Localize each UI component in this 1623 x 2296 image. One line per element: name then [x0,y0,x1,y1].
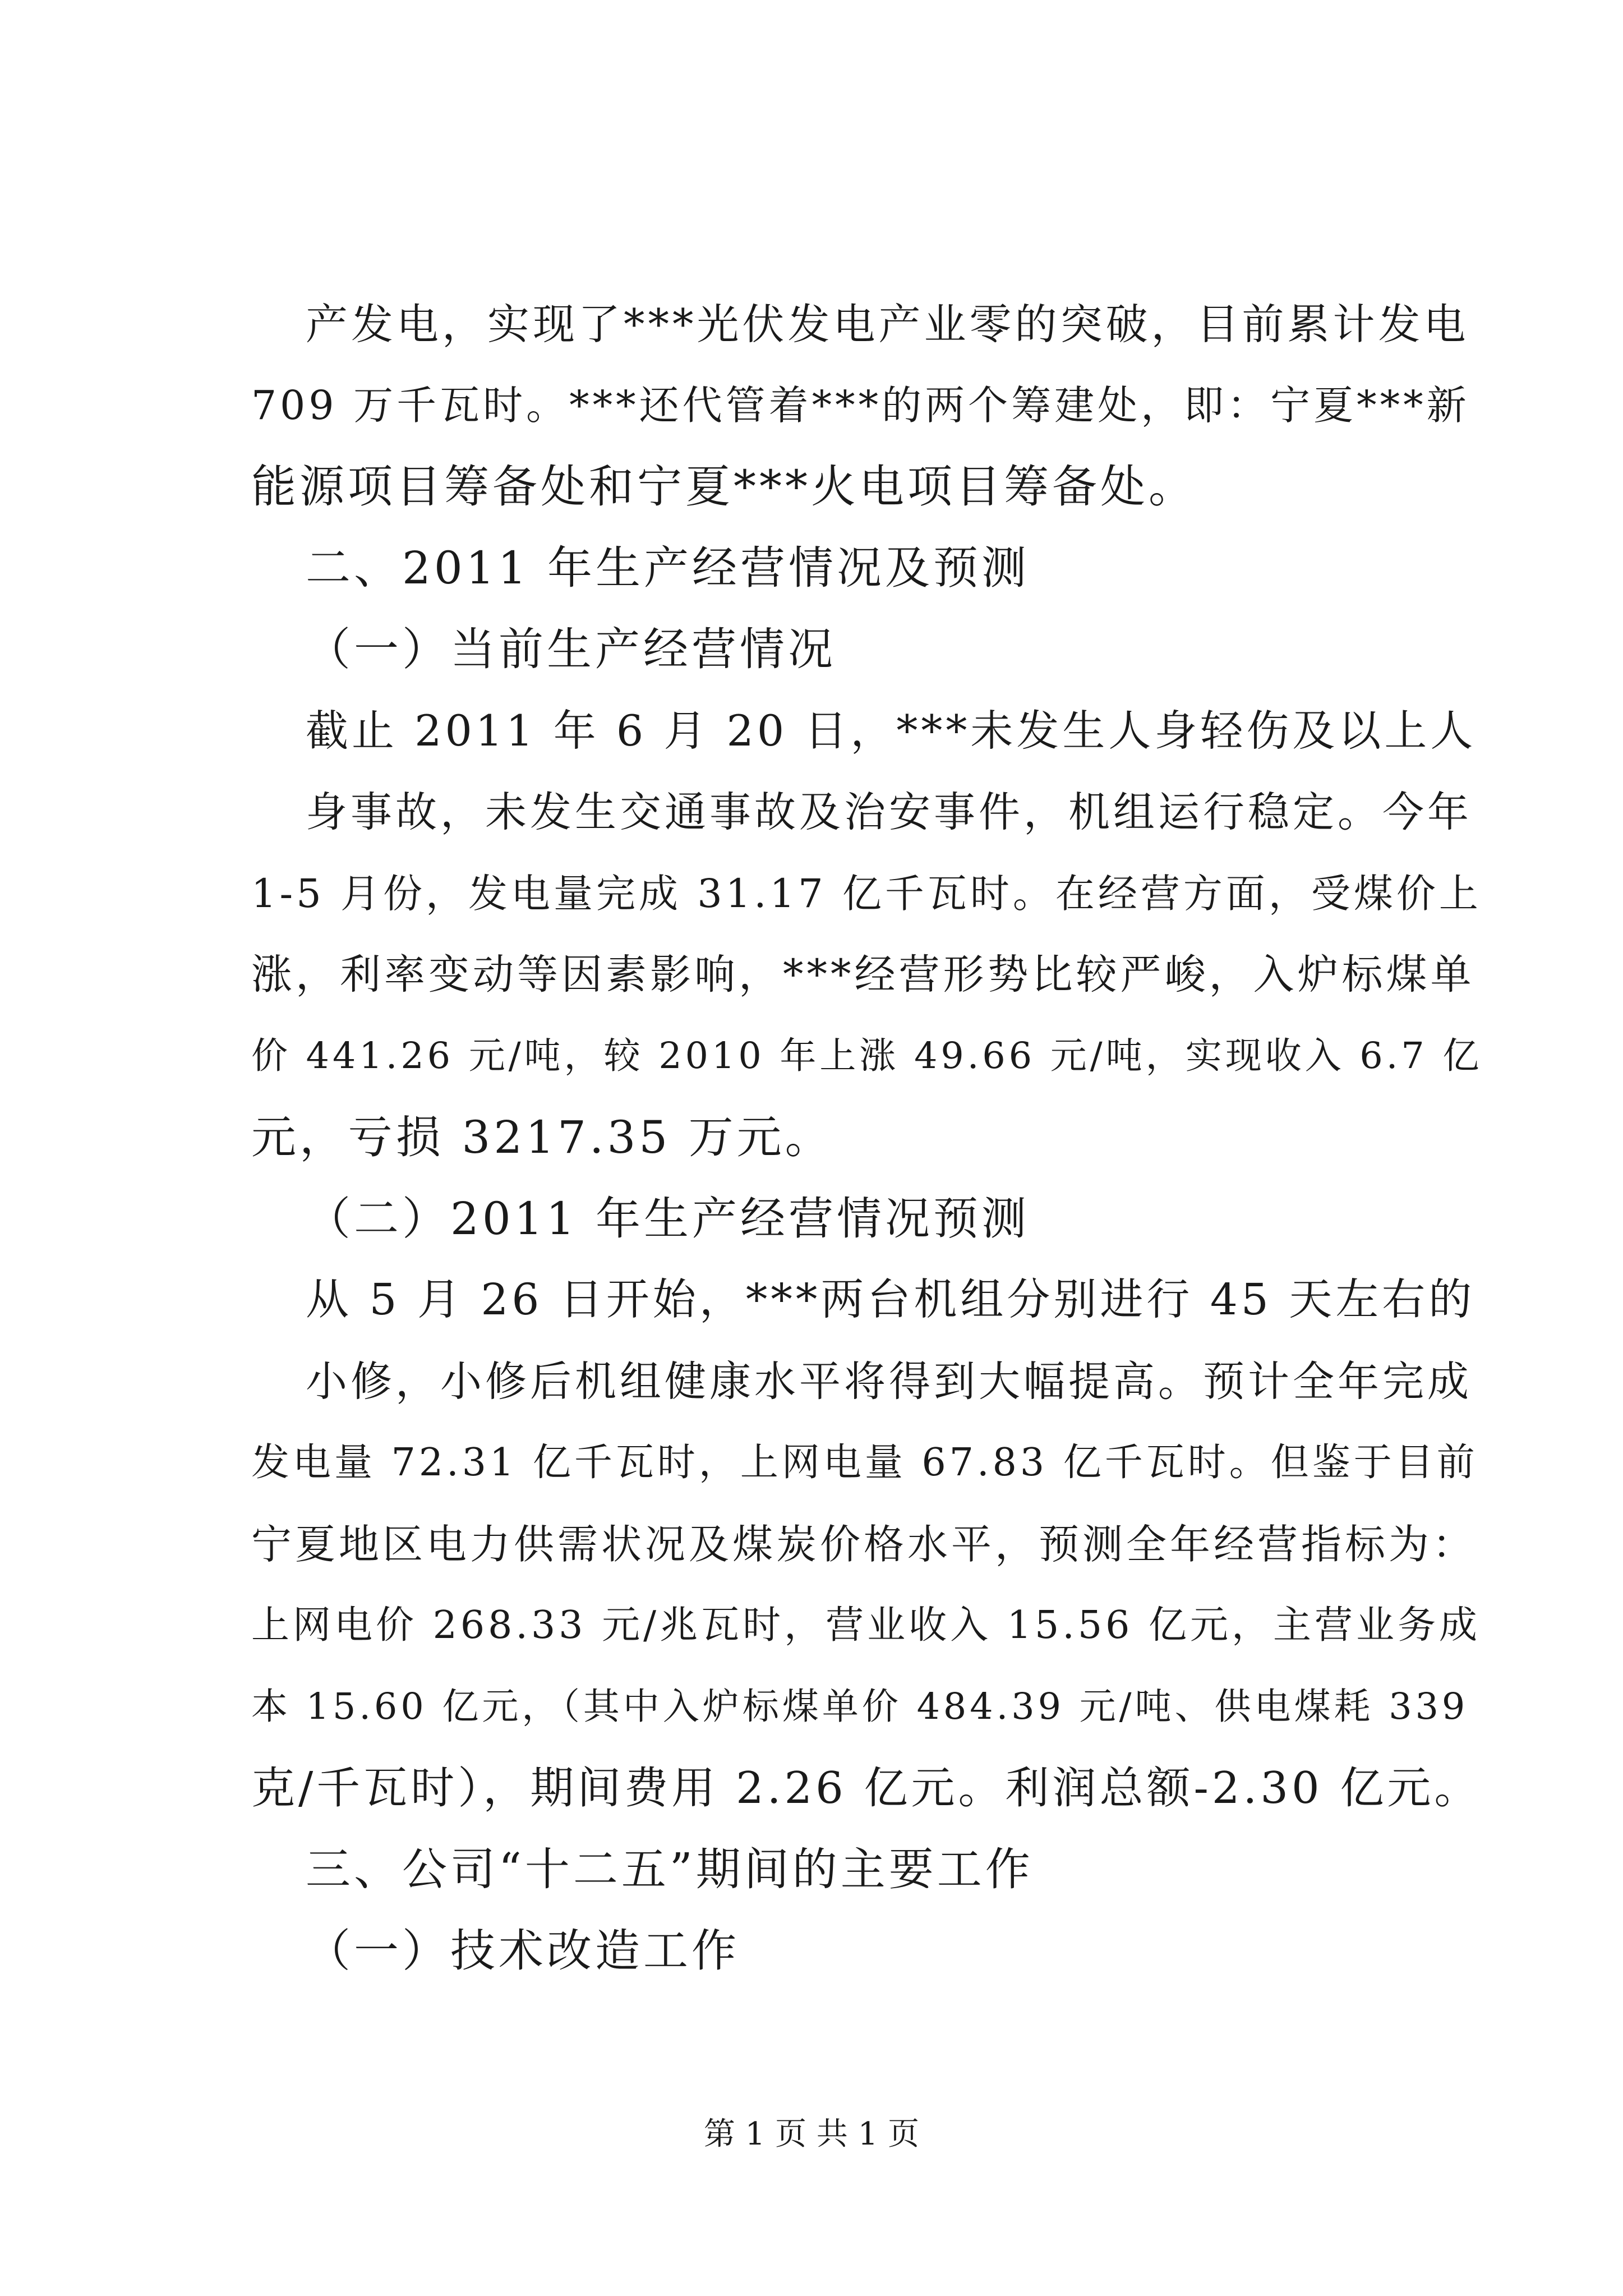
body-line: 宁夏地区电力供需状况及煤炭价格水平，预测全年经营指标为： [251,1521,1477,1568]
section-heading: 三、公司“十二五”期间的主要工作 [306,1843,1034,1895]
page-footer: 第 1 页 共 1 页 [703,2116,920,2152]
body-line: 截止 2011 年 6 月 20 日，***未发生人身轻伤及以上人 [306,706,1477,756]
body-line: 709 万千瓦时。***还代管着***的两个筹建处，即：宁夏***新 [251,382,1470,429]
body-line: 元，亏损 3217.35 万元。 [251,1111,833,1163]
body-line: 能源项目筹备处和宁夏***火电项目筹备处。 [251,461,1197,513]
section-heading: 二、2011 年生产经营情况及预测 [306,542,1030,594]
body-line: 1-5 月份，发电量完成 31.17 亿千瓦时。在经营方面，受煤价上 [251,871,1482,917]
body-line: 发电量 72.31 亿千瓦时，上网电量 67.83 亿千瓦时。但鉴于目前 [251,1441,1478,1485]
body-line: 克/千瓦时），期间费用 2.26 亿元。利润总额-2.30 亿元。 [251,1763,1482,1814]
body-line: 价 441.26 元/吨，较 2010 年上涨 49.66 元/吨，实现收入 6.7 亿 [251,1035,1483,1077]
subsection-heading: （一）当前生产经营情况 [306,623,836,675]
body-line: 上网电价 268.33 元/兆瓦时，营业收入 15.56 亿元，主营业务成 [251,1603,1481,1648]
body-line: 产发电，实现了***光伏发电产业零的突破，目前累计发电 [306,300,1469,349]
subsection-heading: （一）技术改造工作 [306,1925,740,1977]
body-line: 从 5 月 26 日开始，***两台机组分别进行 45 天左右的 [306,1275,1476,1325]
body-line: 小修，小修后机组健康水平将得到大幅提高。预计全年完成 [306,1358,1472,1406]
body-line: 本 15.60 亿元，（其中入炉标煤单价 484.39 元/吨、供电煤耗 339 [251,1686,1469,1728]
body-line: 身事故，未发生交通事故及治安事件，机组运行稳定。今年 [306,788,1472,836]
body-line: 涨，利率变动等因素影响，***经营形势比较严峻，入炉标煤单 [251,951,1475,999]
subsection-heading: （二）2011 年生产经营情况预测 [306,1193,1030,1245]
